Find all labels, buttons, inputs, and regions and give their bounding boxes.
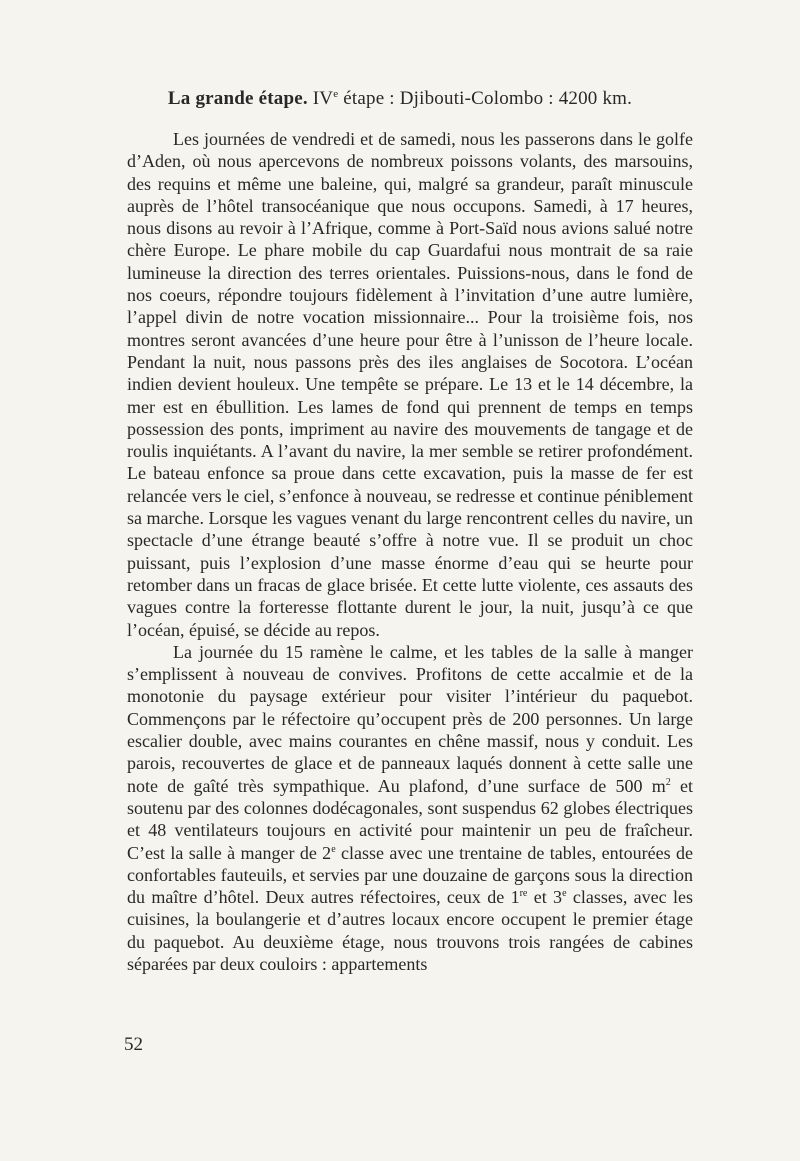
heading-title: La grande étape. (167, 88, 308, 109)
paragraph-1 (127, 128, 693, 641)
heading-stage-number: IV (312, 88, 334, 109)
superscript-square: 2 (665, 776, 671, 788)
heading-route: étape : Djibouti-Colombo : 4200 km. (338, 88, 633, 109)
paragraph-2-text-d: et 3 (527, 887, 563, 908)
paragraph-1-text: Les journées de vendredi et de samedi, nous les passerons dans le golfe d’Aden, où nous apercevons de nombreux poissons volants, des marsouins, des requins et même une baleine, qui, malgré sa grandeur, paraît minuscule auprès de l’hôtel transocéanique que nous occupons. Samedi, à 17 heures, nous disons au revoir à l’Afrique, comme à Port-Saïd nous avions salué notre chère Europe. Le phare mobile du cap Guardafui nous montrait de sa raie lumineuse la direction des terres orientales. Puissions-nous, dans le fond de nos coeurs, répondre toujours fidèlement à l’invitation d’une autre lumière, l’appel divin de notre vocation missionnaire... Pour la troisième fois, nos montres seront avancées d’une heure pour être à l’unisson de l’heure locale. Pendant la nuit, nous passons près des iles anglaises de Socotora. L’océan indien devient houleux. Une tempête se prépare. Le 13 et le 14 décembre, la mer est en ébullition. Les lames de fond qui prennent de temps en temps possession des ponts, impriment au navire des mouvements de tangage et de roulis inquiétants. A l’avant du navire, la mer semble se retirer profondément. Le bateau enfonce sa proue dans cette excavation, puis la masse de fer est relancée vers le ciel, s’enfonce à nouveau, se redresse et continue péniblement sa marche. Lorsque les vagues venant du large rencontrent celles du navire, un spectacle d’une étrange beauté s’offre à notre vue. Il se produit un choc puissant, puis l’explosion d’une masse énorme d’eau qui se heurte pour retomber dans un fracas de glace brisée. Et cette lutte violente, ces assauts des vagues contre la forteresse flottante durent le jour, la nuit, jusqu’à ce que l’océan, épuisé, se décide au repos. (127, 129, 693, 640)
page-number: 52 (124, 1034, 143, 1055)
paragraph-2-text-c: classe avec une trentaine de tables, entourées de confortables fauteuils, et servies par une douzaine de garçons sous la direction du maître d’hôtel. Deux autres réfectoires, ceux de 1 (127, 842, 693, 908)
body-text (127, 128, 693, 975)
superscript-first-class: re (519, 888, 528, 900)
superscript-third-class: e (562, 888, 567, 900)
paragraph-2-text-a: La journée du 15 ramène le calme, et les tables de la salle à manger s’emplissent à nouveau de convives. Profitons de cette accalmie et de la monotonie du paysage extérieur pour visiter l’intérieur du paquebot. Commençons par le réfectoire qu’occupent près de 200 personnes. Un large escalier double, avec mains courantes en chêne massif, nous y conduit. Les parois, recouvertes de glace et de panneaux laqués donnent à cette salle une note de gaîté très sympathique. Au plafond, d’une surface de 500 m (127, 641, 693, 796)
heading-stage-superscript: e (333, 88, 339, 100)
paragraph-2-text-e: classes, avec les cuisines, la boulangerie et d’autres locaux encore occupent le premier étage du paquebot. Au deuxième étage, nous trouvons trois rangées de cabines séparées par deux couloirs : appartements (127, 887, 693, 974)
paragraph-2 (127, 641, 693, 975)
superscript-second-class: e (331, 843, 336, 855)
paragraph-2-text-b: et soutenu par des colonnes dodécagonales, sont suspendus 62 globes électriques et 48 ventilateurs toujours en activité pour maintenir un peu de fraîcheur. C’est la salle à manger de 2 (127, 775, 693, 863)
chapter-heading (0, 88, 800, 110)
